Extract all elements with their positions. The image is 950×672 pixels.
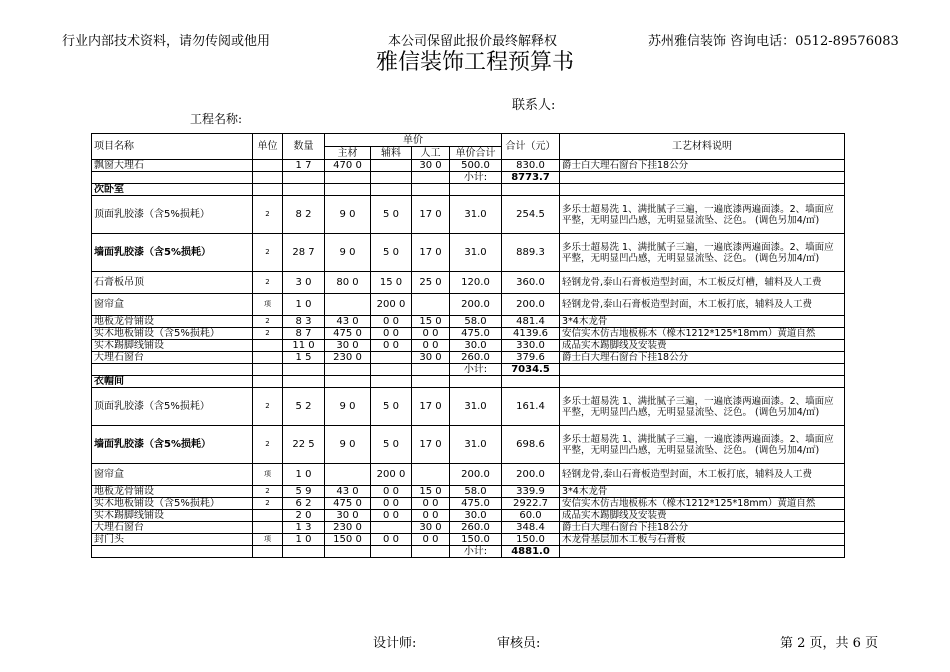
subtotal-value: 7034.5 [502,364,560,376]
item-unit-total: 260.0 [450,352,502,364]
section-title: 衣帽间 [92,376,253,388]
item-name: 石膏板吊顶 [92,272,253,294]
item-description: 安信实木仿古地板栎木（橡木1212*125*18mm）黄道自然 [560,328,845,340]
item-description: 成品实木踢脚线及安装费 [560,510,845,522]
item-name: 大理石窗台 [92,352,253,364]
empty-cell [371,172,412,184]
table-row [92,196,845,234]
item-description: 爵士白大理石窗台下挂18公分 [560,522,845,534]
empty-cell [283,184,325,196]
item-name: 飘窗大理石 [92,160,253,172]
item-material-price: 230 0 [325,522,371,534]
item-description: 成品实木踢脚线及安装费 [560,340,845,352]
empty-cell [283,172,325,184]
item-unit [253,522,283,534]
item-unit: 项 [253,294,283,316]
table-row [92,522,845,534]
empty-cell [502,376,560,388]
item-qty: 8 3 [283,316,325,328]
designer-label: 设计师: [373,636,417,651]
empty-cell [325,376,371,388]
item-material-price: 9 0 [325,234,371,272]
item-material-price: 30 0 [325,340,371,352]
empty-cell [371,184,412,196]
item-qty: 8 7 [283,328,325,340]
project-name-label: 工程名称: [190,112,243,126]
item-labor-price: 17 0 [412,234,450,272]
item-qty: 5 2 [283,388,325,426]
item-unit-total: 58.0 [450,486,502,498]
item-unit-total: 31.0 [450,426,502,464]
header-center-note: 本公司保留此报价最终解释权 [388,34,558,49]
subtotal-label: 小计: [450,364,502,376]
empty-cell [560,546,845,558]
item-qty: 8 2 [283,196,325,234]
item-labor-price: 17 0 [412,426,450,464]
item-total: 2922.7 [502,498,560,510]
item-name: 大理石窗台 [92,522,253,534]
table-row [92,234,845,272]
table-row [92,272,845,294]
item-material-price: 470 0 [325,160,371,172]
subtotal-value: 4881.0 [502,546,560,558]
item-name: 地板龙骨铺设 [92,316,253,328]
item-material-price: 43 0 [325,316,371,328]
item-unit-total: 500.0 [450,160,502,172]
item-material-price [325,464,371,486]
empty-cell [560,184,845,196]
item-unit-total: 150.0 [450,534,502,546]
item-total: 830.0 [502,160,560,172]
item-unit-total: 120.0 [450,272,502,294]
empty-cell [412,376,450,388]
empty-cell [283,546,325,558]
item-unit-total: 31.0 [450,234,502,272]
item-description: 3*4木龙骨 [560,486,845,498]
item-aux-price: 200 0 [371,464,412,486]
item-qty: 2 0 [283,510,325,522]
item-labor-price: 0 0 [412,534,450,546]
item-total: 200.0 [502,294,560,316]
empty-cell [502,184,560,196]
col-header-total: 合计（元） [502,134,560,160]
item-aux-price [371,522,412,534]
item-unit: 2 [253,388,283,426]
empty-cell [560,376,845,388]
item-unit: 2 [253,234,283,272]
col-header-aux: 辅料 [371,147,412,160]
item-material-price: 9 0 [325,426,371,464]
item-labor-price: 0 0 [412,498,450,510]
item-aux-price: 0 0 [371,486,412,498]
item-aux-price: 0 0 [371,316,412,328]
empty-cell [92,546,253,558]
item-qty: 1 7 [283,160,325,172]
item-unit: 项 [253,464,283,486]
table-row [92,426,845,464]
item-aux-price: 0 0 [371,534,412,546]
col-header-unit-total: 单价合计 [450,147,502,160]
item-name: 实木踢脚线铺设 [92,510,253,522]
empty-cell [412,546,450,558]
section-row [92,184,845,196]
item-qty: 3 0 [283,272,325,294]
subtotal-label: 小计: [450,172,502,184]
item-description: 轻钢龙骨,泰山石膏板造型封面，木工板打底，辅料及人工费 [560,464,845,486]
item-name: 实木地板铺设（含5%损耗） [92,498,253,510]
header-right-contact: 苏州雅信装饰 咨询电话：0512-89576083 [648,34,899,49]
item-unit: 项 [253,534,283,546]
item-material-price: 9 0 [325,196,371,234]
item-qty: 6 2 [283,498,325,510]
item-total: 339.9 [502,486,560,498]
col-header-qty: 数量 [283,134,325,160]
item-material-price: 9 0 [325,388,371,426]
item-unit-total: 31.0 [450,388,502,426]
empty-cell [283,376,325,388]
subtotal-row [92,364,845,376]
col-header-unit-price: 单价 [325,134,502,147]
item-labor-price [412,464,450,486]
item-name: 墙面乳胶漆（含5%损耗） [92,234,253,272]
item-unit: 2 [253,486,283,498]
item-qty: 1 0 [283,294,325,316]
section-title: 次卧室 [92,184,253,196]
col-header-labor: 人工 [412,147,450,160]
item-aux-price: 200 0 [371,294,412,316]
item-name: 顶面乳胶漆（含5%损耗） [92,388,253,426]
section-row [92,376,845,388]
item-description: 多乐士超易洗 1、满批腻子三遍，一遍底漆两遍面漆。2、墙面应平整，无明显凹凸感，无明显显流坠、泛色。 (调色另加4/㎡) [560,234,845,272]
item-labor-price: 0 0 [412,510,450,522]
empty-cell [253,364,283,376]
item-material-price: 475 0 [325,498,371,510]
item-qty: 1 0 [283,534,325,546]
item-unit-total: 200.0 [450,464,502,486]
table-row [92,294,845,316]
budget-table [91,133,845,558]
item-description: 安信实木仿古地板栎木（橡木1212*125*18mm）黄道自然 [560,498,845,510]
empty-cell [253,184,283,196]
empty-cell [92,172,253,184]
item-unit-total: 260.0 [450,522,502,534]
item-total: 150.0 [502,534,560,546]
item-description: 轻钢龙骨,泰山石膏板造型封面，木工板打底，辅料及人工费 [560,294,845,316]
item-unit: 2 [253,316,283,328]
item-qty: 1 0 [283,464,325,486]
subtotal-row [92,546,845,558]
item-unit-total: 475.0 [450,498,502,510]
item-name: 实木地板铺设（含5%损耗） [92,328,253,340]
item-qty: 28 7 [283,234,325,272]
table-row [92,352,845,364]
table-row [92,160,845,172]
item-material-price: 80 0 [325,272,371,294]
item-labor-price: 30 0 [412,160,450,172]
item-material-price: 475 0 [325,328,371,340]
item-aux-price: 0 0 [371,510,412,522]
item-unit-total: 30.0 [450,340,502,352]
item-total: 60.0 [502,510,560,522]
item-name: 顶面乳胶漆（含5%损耗） [92,196,253,234]
empty-cell [371,376,412,388]
empty-cell [560,364,845,376]
empty-cell [325,364,371,376]
item-unit: 2 [253,196,283,234]
table-row [92,328,845,340]
empty-cell [412,364,450,376]
table-row [92,498,845,510]
item-aux-price: 5 0 [371,388,412,426]
item-labor-price: 0 0 [412,340,450,352]
item-unit: 2 [253,498,283,510]
item-qty: 22 5 [283,426,325,464]
item-unit: 2 [253,328,283,340]
item-total: 348.4 [502,522,560,534]
table-row [92,486,845,498]
header-left-note: 行业内部技术资料，请勿传阅或他用 [62,34,271,49]
empty-cell [560,172,845,184]
item-qty: 1 5 [283,352,325,364]
item-labor-price [412,294,450,316]
subtotal-label: 小计: [450,546,502,558]
item-labor-price: 30 0 [412,522,450,534]
table-row [92,534,845,546]
subtotal-value: 8773.7 [502,172,560,184]
empty-cell [253,172,283,184]
reviewer-label: 审核员: [497,636,541,651]
table-row [92,340,845,352]
item-qty: 5 9 [283,486,325,498]
col-header-desc: 工艺材料说明 [560,134,845,160]
empty-cell [325,172,371,184]
document-title: 雅信装饰工程预算书 [375,50,574,75]
item-total: 4139.6 [502,328,560,340]
item-name: 地板龙骨铺设 [92,486,253,498]
item-aux-price: 15 0 [371,272,412,294]
item-unit-total: 31.0 [450,196,502,234]
empty-cell [450,376,502,388]
item-unit [253,340,283,352]
empty-cell [92,364,253,376]
item-aux-price: 5 0 [371,234,412,272]
item-description: 3*4木龙骨 [560,316,845,328]
item-aux-price: 0 0 [371,340,412,352]
col-header-name: 项目名称 [92,134,253,160]
item-aux-price: 5 0 [371,426,412,464]
item-labor-price: 25 0 [412,272,450,294]
item-total: 379.6 [502,352,560,364]
item-description: 爵士白大理石窗台下挂18公分 [560,160,845,172]
item-qty: 11 0 [283,340,325,352]
table-row [92,464,845,486]
empty-cell [283,364,325,376]
item-description: 木龙骨基层加木工板与石膏板 [560,534,845,546]
empty-cell [412,184,450,196]
item-total: 200.0 [502,464,560,486]
item-unit [253,510,283,522]
item-total: 481.4 [502,316,560,328]
item-name: 窗帘盒 [92,294,253,316]
contact-label: 联系人: [512,98,556,113]
item-total: 698.6 [502,426,560,464]
subtotal-row [92,172,845,184]
item-material-price: 150 0 [325,534,371,546]
page-indicator: 第 2 页，共 6 页 [780,636,879,651]
empty-cell [253,546,283,558]
item-unit-total: 475.0 [450,328,502,340]
item-unit-total: 58.0 [450,316,502,328]
col-header-material: 主材 [325,147,371,160]
empty-cell [325,184,371,196]
item-labor-price: 17 0 [412,388,450,426]
item-aux-price: 5 0 [371,196,412,234]
item-labor-price: 15 0 [412,486,450,498]
empty-cell [412,172,450,184]
item-name: 封门头 [92,534,253,546]
item-name: 墙面乳胶漆（含5%损耗） [92,426,253,464]
item-unit-total: 200.0 [450,294,502,316]
item-labor-price: 15 0 [412,316,450,328]
table-row [92,510,845,522]
item-total: 360.0 [502,272,560,294]
item-aux-price [371,352,412,364]
empty-cell [371,364,412,376]
item-unit-total: 30.0 [450,510,502,522]
item-description: 多乐士超易洗 1、满批腻子三遍，一遍底漆两遍面漆。2、墙面应平整，无明显凹凸感，无明显显流坠、泛色。 (调色另加4/㎡) [560,388,845,426]
item-total: 161.4 [502,388,560,426]
item-aux-price [371,160,412,172]
item-unit: 2 [253,426,283,464]
item-labor-price: 17 0 [412,196,450,234]
empty-cell [371,546,412,558]
item-total: 330.0 [502,340,560,352]
item-description: 爵士白大理石窗台下挂18公分 [560,352,845,364]
table-row [92,316,845,328]
item-total: 254.5 [502,196,560,234]
item-description: 多乐士超易洗 1、满批腻子三遍，一遍底漆两遍面漆。2、墙面应平整，无明显凹凸感，无明显显流坠、泛色。 (调色另加4/㎡) [560,426,845,464]
item-labor-price: 30 0 [412,352,450,364]
item-total: 889.3 [502,234,560,272]
item-material-price: 43 0 [325,486,371,498]
item-labor-price: 0 0 [412,328,450,340]
item-unit: 2 [253,272,283,294]
item-description: 轻钢龙骨,泰山石膏板造型封面，木工板反灯槽，辅料及人工费 [560,272,845,294]
item-name: 实木踢脚线铺设 [92,340,253,352]
item-name: 窗帘盒 [92,464,253,486]
item-aux-price: 0 0 [371,498,412,510]
item-unit [253,352,283,364]
col-header-unit: 单位 [253,134,283,160]
empty-cell [325,546,371,558]
item-qty: 1 3 [283,522,325,534]
item-unit [253,160,283,172]
item-aux-price: 0 0 [371,328,412,340]
item-material-price: 30 0 [325,510,371,522]
item-material-price: 230 0 [325,352,371,364]
item-description: 多乐士超易洗 1、满批腻子三遍，一遍底漆两遍面漆。2、墙面应平整，无明显凹凸感，无明显显流坠、泛色。 (调色另加4/㎡) [560,196,845,234]
table-row [92,388,845,426]
empty-cell [450,184,502,196]
empty-cell [253,376,283,388]
item-material-price [325,294,371,316]
